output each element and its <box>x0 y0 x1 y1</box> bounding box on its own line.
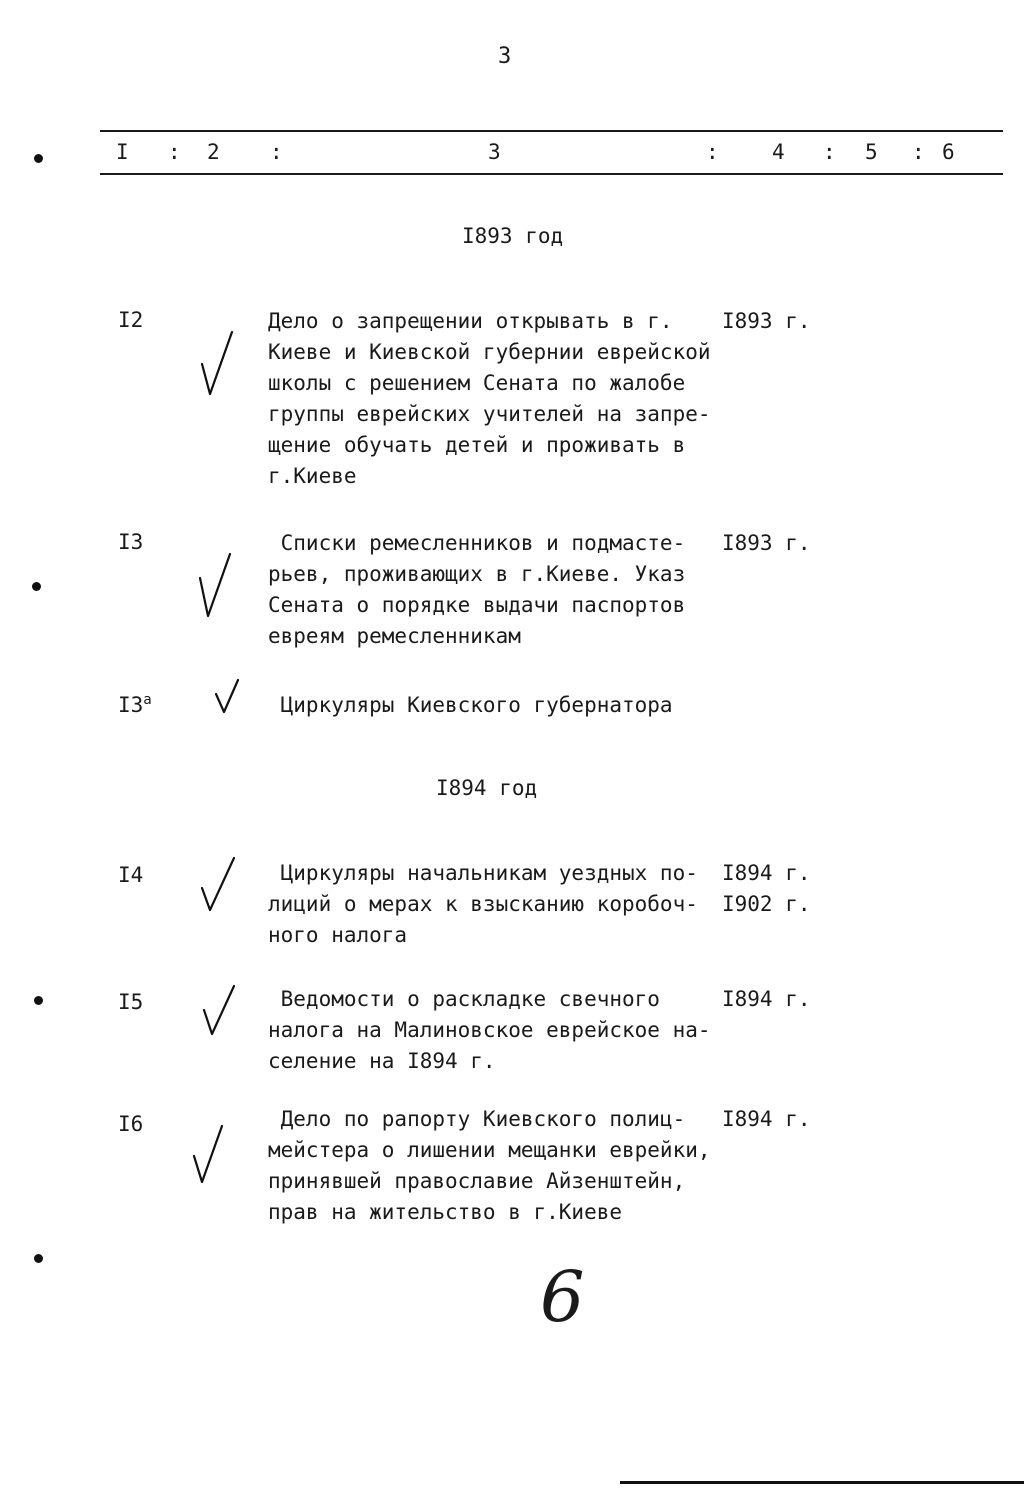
entry-number: I2 <box>118 308 144 332</box>
header-rule-top <box>100 130 1003 132</box>
check-mark-icon <box>196 854 246 914</box>
header-rule-bottom <box>100 173 1003 175</box>
check-mark-icon <box>188 1122 238 1188</box>
entry-description: Циркуляры Киевского губернатора <box>268 693 673 717</box>
check-mark-icon <box>196 548 246 620</box>
entry-description: Ведомости о раскладке свечного налога на Малиновское еврейское на- селение на I894 г. <box>268 987 711 1073</box>
entry-number: $I3^а$ <box>118 692 152 717</box>
entry-number: I3 <box>118 530 144 554</box>
header-sep: : <box>706 140 719 164</box>
binder-hole <box>34 1254 43 1263</box>
entry-description: Дело о запрещении открывать в г. Киеве и Киевской губернии еврейской школы с решением Сената по жалобе группы еврейских учителей на запре- щение обучать детей и проживать в г.Киеве <box>268 309 711 488</box>
year-heading: I893 год <box>462 224 564 248</box>
header-col-1: I <box>116 140 129 164</box>
binder-hole <box>34 996 43 1005</box>
entry-description: Дело по рапорту Киевского полиц- мейстера о лишении мещанки еврейки, принявшей православие Айзенштейн, прав на жительство в г.Киеве <box>268 1107 711 1224</box>
header-col-4: 4 <box>772 140 785 164</box>
page-bottom-edge <box>620 1481 1024 1484</box>
entry-dates: I894 г. <box>722 987 811 1011</box>
entry-dates: I894 г. I902 г. <box>722 861 811 916</box>
entry-dates: I893 г. <box>722 531 811 555</box>
header-col-5: 5 <box>865 140 878 164</box>
check-mark-icon <box>212 676 248 716</box>
handwritten-folio-number: 6 <box>540 1256 585 1338</box>
binder-hole <box>32 582 41 591</box>
header-sep: : <box>823 140 836 164</box>
entry-dates: I894 г. <box>722 1107 811 1131</box>
binder-hole <box>34 154 43 163</box>
check-mark-icon <box>198 982 248 1038</box>
year-heading: I894 год <box>436 776 538 800</box>
entry-number: I6 <box>118 1112 144 1136</box>
header-sep: : <box>270 140 283 164</box>
entry-description: Списки ремесленников и подмасте- рьев, проживающих в г.Киеве. Указ Сената о порядке выдачи паспортов евреям ремесленникам <box>268 531 686 648</box>
check-mark-icon <box>196 328 246 400</box>
page-number: 3 <box>498 44 512 69</box>
header-col-3: 3 <box>488 140 501 164</box>
entry-number: I4 <box>118 863 144 887</box>
entry-description: Циркуляры начальникам уездных по- лиций о мерах к взысканию коробоч- ного налога <box>268 861 698 947</box>
header-sep: : <box>912 140 925 164</box>
entry-dates: I893 г. <box>722 309 811 333</box>
entry-number: I5 <box>118 990 144 1014</box>
header-col-2: 2 <box>207 140 220 164</box>
header-sep: : <box>168 140 181 164</box>
header-col-6: 6 <box>942 140 955 164</box>
